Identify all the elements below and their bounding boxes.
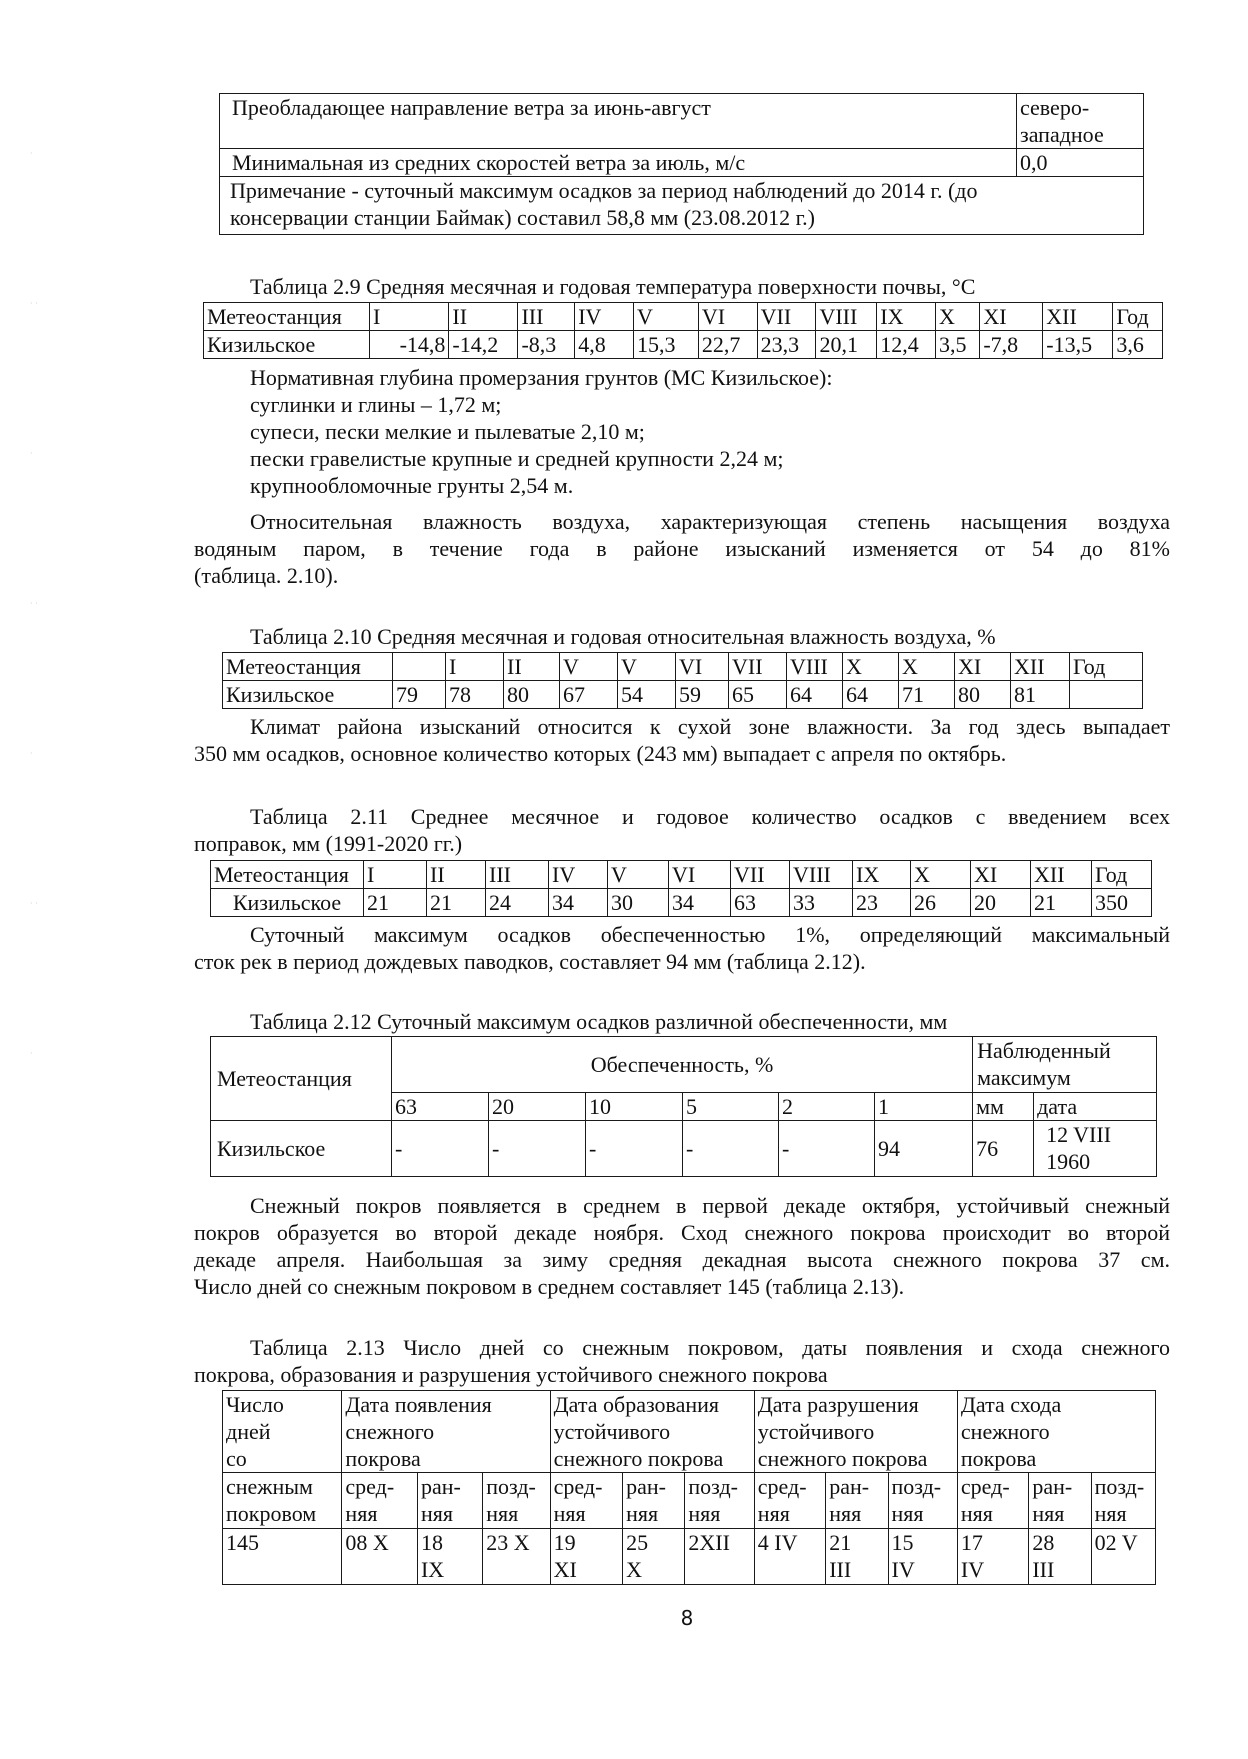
- table-2-13-subheader: ран- няя: [417, 1473, 482, 1529]
- table-2-12-header-probability: Обеспеченность, %: [392, 1037, 973, 1093]
- table-2-12-caption: Таблица 2.12 Суточный максимум осадков различной обеспеченности, мм: [250, 1009, 948, 1034]
- table-2-10-value: 54: [618, 681, 676, 709]
- table-2-10-value: 59: [676, 681, 729, 709]
- table-2-9-value: 22,7: [698, 331, 757, 359]
- table-2-12-station: Кизильское: [211, 1121, 392, 1177]
- table-2-13-subheader: ран- няя: [826, 1473, 888, 1529]
- table-2-11: [210, 860, 1152, 917]
- table-2-9-header-cell: XI: [980, 303, 1043, 331]
- freeze-depth-line: крупнообломочные грунты 2,54 м.: [250, 473, 574, 498]
- table-2-9-header-cell: VI: [698, 303, 757, 331]
- table-2-9-value: -7,8: [980, 331, 1043, 359]
- table-2-10-header-cell: VII: [729, 653, 787, 681]
- table-2-11-value: 24: [486, 889, 549, 917]
- table-2-13-date: 4 IV: [754, 1529, 825, 1585]
- table-2-11-header-year: Год: [1092, 861, 1152, 889]
- table-2-10-header-station: Метеостанция: [223, 653, 393, 681]
- table-2-13-subheader: сред- няя: [754, 1473, 825, 1529]
- wind-table: [219, 93, 1144, 235]
- table-2-10-value: 81: [1011, 681, 1070, 709]
- table-2-10-header-cell: XII: [1011, 653, 1070, 681]
- table-2-11-header-cell: IX: [853, 861, 911, 889]
- table-2-11-header-station: Метеостанция: [211, 861, 364, 889]
- table-2-13-date: 25 X: [623, 1529, 685, 1585]
- table-2-12-value: -: [392, 1121, 489, 1177]
- wind-speed-value: 0,0: [1017, 149, 1144, 177]
- table-2-10-value: 67: [560, 681, 618, 709]
- wind-speed-label: Минимальная из средних скоростей ветра за июль, м/с: [220, 149, 1017, 177]
- table-2-13-header-appearance: Дата появления снежного покрова: [342, 1391, 550, 1473]
- table-2-12-subheader: 1: [875, 1093, 973, 1121]
- table-2-12-subheader: 2: [779, 1093, 875, 1121]
- humidity-paragraph: Относительная влажность воздуха, характеризующая степень насыщения воздуха водяным паром, в течение года в районе изысканий изменяется от 54 до 81% (таблица. 2.10).: [194, 509, 1170, 588]
- scan-margin-marks: · · · · · · · · · ·: [30, 149, 38, 1058]
- table-2-11-header-cell: XI: [971, 861, 1031, 889]
- table-2-10-header-cell: VI: [676, 653, 729, 681]
- snow-paragraph: Снежный покров появляется в среднем в первой декаде октября, устойчивый снежный покров образуется во второй декаде ноября. Сход снежного покрова происходит во второй декаде апреля. Наибольшая за зиму средняя декадная высота снежного покрова 37 см. Число дней со снежным покровом в среднем составляет 145 (таблица 2.13).: [194, 1193, 1170, 1299]
- table-2-13-header-melt: Дата схода снежного покрова: [957, 1391, 1155, 1473]
- table-2-9-value-year: 3,6: [1113, 331, 1163, 359]
- table-2-10-header-cell: V: [618, 653, 676, 681]
- table-2-13-date: 17 IV: [957, 1529, 1028, 1585]
- table-2-9-value: 15,3: [633, 331, 698, 359]
- table-2-11-header-cell: XII: [1031, 861, 1092, 889]
- table-2-12-observed-date: 12 VIII 1960: [1034, 1121, 1157, 1177]
- table-2-10-header-cell: VIII: [787, 653, 843, 681]
- table-2-9-value: -8,3: [518, 331, 575, 359]
- table-2-11-header-cell: X: [911, 861, 971, 889]
- table-2-13-days-value: 145: [223, 1529, 342, 1585]
- table-2-10-header-cell: I: [446, 653, 504, 681]
- table-2-10-value: 80: [955, 681, 1011, 709]
- table-2-12-subheader: 20: [489, 1093, 586, 1121]
- table-2-9-header-cell: IV: [575, 303, 634, 331]
- table-2-9-header-cell: III: [518, 303, 575, 331]
- table-2-10-value: 64: [843, 681, 899, 709]
- table-2-9-value: 4,8: [575, 331, 634, 359]
- table-2-11-value: 21: [1031, 889, 1092, 917]
- table-2-11-value: 20: [971, 889, 1031, 917]
- table-2-12: [210, 1036, 1157, 1177]
- table-2-9-value: -13,5: [1043, 331, 1113, 359]
- climate-paragraph: Климат района изысканий относится к сухой зоне влажности. За год здесь выпадает 350 мм осадков, основное количество которых (243 мм) выпадает с апреля по октябрь.: [194, 714, 1170, 766]
- table-2-10-value: 78: [446, 681, 504, 709]
- page-number: 8: [680, 1606, 694, 1630]
- table-2-9-header-cell: VIII: [816, 303, 877, 331]
- table-2-11-value: 63: [731, 889, 790, 917]
- table-2-13-date: 28 III: [1029, 1529, 1091, 1585]
- table-2-9-header-cell: X: [936, 303, 980, 331]
- table-2-13-date: 23 X: [483, 1529, 550, 1585]
- table-2-12-value: -: [779, 1121, 875, 1177]
- table-2-11-value: 34: [669, 889, 731, 917]
- table-2-9-caption: Таблица 2.9 Средняя месячная и годовая температура поверхности почвы, °С: [250, 274, 976, 299]
- table-2-11-header-cell: IV: [549, 861, 608, 889]
- freeze-depth-block: [250, 364, 1130, 499]
- table-2-11-value: 34: [549, 889, 608, 917]
- table-2-12-header-observed: Наблюденный максимум: [973, 1037, 1157, 1093]
- table-2-10-value: 71: [899, 681, 955, 709]
- table-2-11-header-cell: VII: [731, 861, 790, 889]
- table-2-12-subheader: мм: [973, 1093, 1034, 1121]
- table-2-9-value: 3,5: [936, 331, 980, 359]
- table-2-11-value: 30: [608, 889, 669, 917]
- table-2-12-subheader: 63: [392, 1093, 489, 1121]
- table-2-13-header-formation: Дата образования устойчивого снежного покрова: [550, 1391, 754, 1473]
- table-2-13-date: 21 III: [826, 1529, 888, 1585]
- table-2-13-header-days: Число дней со: [223, 1391, 342, 1473]
- table-2-9-header-cell: I: [370, 303, 449, 331]
- table-2-11-header-cell: III: [486, 861, 549, 889]
- table-2-13-date: 08 X: [342, 1529, 418, 1585]
- table-2-13-subheader-days: снежным покровом: [223, 1473, 342, 1529]
- wind-direction-value: северо- западное: [1017, 94, 1144, 149]
- table-2-9: [203, 302, 1163, 359]
- table-2-11-value-year: 350: [1092, 889, 1152, 917]
- table-2-9-header-year: Год: [1113, 303, 1163, 331]
- table-2-13-subheader: сред- няя: [342, 1473, 418, 1529]
- table-2-9-header-cell: IX: [877, 303, 936, 331]
- table-2-10-header-cell: X: [899, 653, 955, 681]
- table-2-10-header-year: Год: [1070, 653, 1143, 681]
- table-2-11-header-cell: V: [608, 861, 669, 889]
- table-2-11-header-cell: I: [364, 861, 427, 889]
- table-2-9-value: 12,4: [877, 331, 936, 359]
- table-2-9-header-cell: V: [633, 303, 698, 331]
- table-2-10: [222, 652, 1143, 709]
- table-2-13-subheader: сред- няя: [957, 1473, 1028, 1529]
- table-2-13-subheader: позд- няя: [483, 1473, 550, 1529]
- table-2-13-date: 18 IX: [417, 1529, 482, 1585]
- table-2-11-header-cell: VI: [669, 861, 731, 889]
- table-2-13: [222, 1390, 1156, 1585]
- wind-table-note: Примечание - суточный максимум осадков за период наблюдений до 2014 г. (до консервации станции Баймак) составил 58,8 мм (23.08.2012 г.): [220, 177, 1144, 235]
- table-2-10-caption: Таблица 2.10 Средняя месячная и годовая относительная влажность воздуха, %: [250, 624, 996, 649]
- table-2-13-caption: Таблица 2.13 Число дней со снежным покровом, даты появления и схода снежного покрова, образования и разрушения устойчивого снежного покрова: [194, 1335, 1170, 1387]
- table-2-13-subheader: ран- няя: [1029, 1473, 1091, 1529]
- table-2-9-header-station: Метеостанция: [204, 303, 370, 331]
- table-2-9-header-cell: VII: [757, 303, 816, 331]
- table-2-9-value: -14,2: [449, 331, 518, 359]
- table-2-12-value: -: [489, 1121, 586, 1177]
- table-2-10-header-cell: V: [560, 653, 618, 681]
- table-2-10-value: 65: [729, 681, 787, 709]
- table-2-9-header-cell: XII: [1043, 303, 1113, 331]
- freeze-depth-line: Нормативная глубина промерзания грунтов (МС Кизильское):: [250, 365, 833, 390]
- table-2-11-value: 21: [427, 889, 486, 917]
- table-2-11-value: 26: [911, 889, 971, 917]
- table-2-9-header-cell: II: [449, 303, 518, 331]
- table-2-10-header-cell: X: [843, 653, 899, 681]
- table-2-12-value: -: [586, 1121, 683, 1177]
- table-2-11-value: 33: [790, 889, 853, 917]
- table-2-11-value: 23: [853, 889, 911, 917]
- table-2-10-value: 64: [787, 681, 843, 709]
- table-2-11-station: Кизильское: [211, 889, 364, 917]
- wind-direction-label: Преобладающее направление ветра за июнь-август: [220, 94, 1017, 149]
- table-2-10-header-cell: XI: [955, 653, 1011, 681]
- table-2-10-station: Кизильское: [223, 681, 393, 709]
- table-2-11-caption: Таблица 2.11 Среднее месячное и годовое количество осадков с введением всех поправок, мм (1991-2020 гг.): [194, 804, 1170, 856]
- max-precipitation-paragraph: Суточный максимум осадков обеспеченностью 1%, определяющий максимальный сток рек в период дождевых паводков, составляет 94 мм (таблица 2.12).: [194, 922, 1170, 974]
- table-2-11-header-cell: II: [427, 861, 486, 889]
- table-2-9-value: 23,3: [757, 331, 816, 359]
- table-2-13-subheader: позд- няя: [888, 1473, 957, 1529]
- table-2-10-value-year: [1070, 681, 1143, 709]
- table-2-12-subheader: дата: [1034, 1093, 1157, 1121]
- table-2-12-subheader: 10: [586, 1093, 683, 1121]
- table-2-12-header-station: Метеостанция: [211, 1037, 392, 1121]
- table-2-10-header-cell: II: [504, 653, 560, 681]
- freeze-depth-line: суглинки и глины – 1,72 м;: [250, 392, 502, 417]
- table-2-12-subheader: 5: [683, 1093, 779, 1121]
- table-2-13-date: 19 XI: [550, 1529, 622, 1585]
- table-2-10-value: 80: [504, 681, 560, 709]
- table-2-13-date: 15 IV: [888, 1529, 957, 1585]
- table-2-9-value: -14,8: [370, 331, 449, 359]
- freeze-depth-line: супеси, пески мелкие и пылеватые 2,10 м;: [250, 419, 645, 444]
- table-2-12-value: 94: [875, 1121, 973, 1177]
- table-2-11-header-cell: VIII: [790, 861, 853, 889]
- table-2-9-value: 20,1: [816, 331, 877, 359]
- table-2-13-header-destruction: Дата разрушения устойчивого снежного покрова: [754, 1391, 957, 1473]
- freeze-depth-line: пески гравелистые крупные и средней крупности 2,24 м;: [250, 446, 784, 471]
- table-2-13-date: 02 V: [1091, 1529, 1155, 1585]
- table-2-10-value: 79: [393, 681, 446, 709]
- table-2-13-subheader: ран- няя: [623, 1473, 685, 1529]
- table-2-13-subheader: позд- няя: [1091, 1473, 1155, 1529]
- table-2-13-subheader: сред- няя: [550, 1473, 622, 1529]
- table-2-10-header-cell: [393, 653, 446, 681]
- table-2-9-station: Кизильское: [204, 331, 370, 359]
- table-2-13-date: 2XII: [685, 1529, 754, 1585]
- table-2-12-value: -: [683, 1121, 779, 1177]
- table-2-12-observed-mm: 76: [973, 1121, 1034, 1177]
- table-2-13-subheader: позд- няя: [685, 1473, 754, 1529]
- table-2-11-value: 21: [364, 889, 427, 917]
